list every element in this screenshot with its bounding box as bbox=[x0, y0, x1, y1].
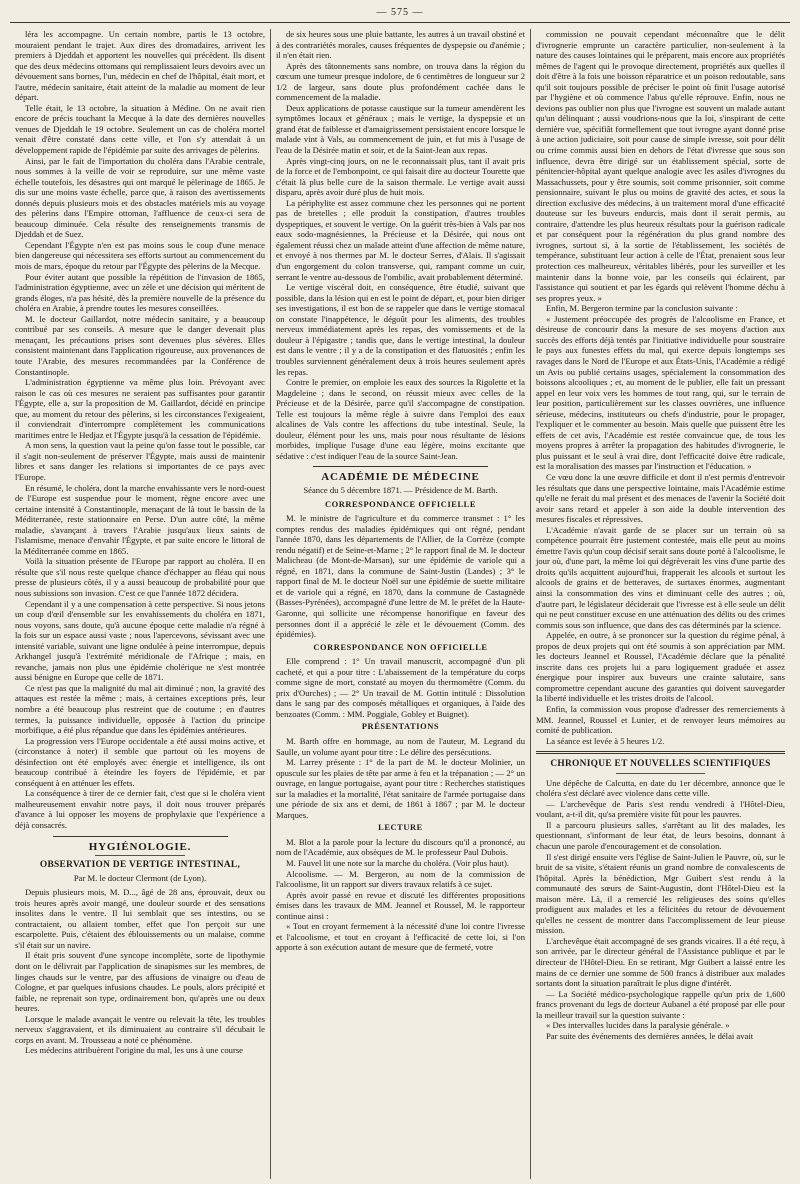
paragraph: « Tout en croyant fermement à la nécessité d'une loi contre l'ivresse et l'alcoolisme, et tout en croyant à l'efficacité de cette loi, si l'on apporte à son exécution autant de mesure que de fermeté, votre bbox=[276, 921, 525, 953]
section-divider bbox=[53, 836, 228, 837]
title-rule bbox=[95, 855, 185, 856]
column-3 bbox=[530, 29, 790, 1179]
alcoholism-report-continued bbox=[536, 29, 785, 746]
section-divider bbox=[313, 466, 487, 467]
paragraph: M. Barth offre en hommage, au nom de l'auteur, M. Legrand du Saulle, un volume ayant pour titre : Le délire des persécutions. bbox=[276, 736, 525, 757]
paragraph: M. Larrey présente : 1° de la part de M. le docteur Molinier, un opuscule sur les plaies de tête par arme à feu et la trépanation ; — 2° un ouvrage, en langue portugaise, ayant pour titre : Recherches statistiques sur la maladies et la mortalité, l'état sanitaire de l'armée portugaise dans une période de six ans et demi, de 1861 à 1867 ; par M. le docteur Marques. bbox=[276, 757, 525, 820]
cholera-article-continued bbox=[15, 29, 265, 831]
paragraph: Enfin, la commission vous propose d'adresser des remerciements à MM. Jeannel, Roussel et Lunier, et de renvoyer leurs mémoires au comité de publication. bbox=[536, 704, 785, 736]
paragraph: Il s'est dirigé ensuite vers l'église de Saint-Julien le Pauvre, où, sur le bruit de sa visite, s'étaient réunis un grand nombre de convalescents de l'hôpital. Après la bénédiction, Mgr Guibert s'est rendu à la communauté des sœurs de Saint-Augustin, dont l'Hôtel-Dieu est la maison mère. Là, il a remercié les religieuses des soins qu'elles prodiguent aux malades et les a félicitées du retour de dévouement qu'elles ne cessent de montrer dans l'accomplissement de leur pieuse mission. bbox=[536, 851, 785, 936]
paragraph: Cependant l'Égypte n'en est pas moins sous le coup d'une menace bien dangereuse qui nécessitera ses efforts surtout au commencement du mois de mars, époque du retour par l'Égypte des pèlerins de la Mecque. bbox=[15, 239, 265, 272]
article-title: OBSERVATION DE VERTIGE INTESTINAL, bbox=[39, 860, 241, 871]
paragraph: Enfin, M. Bergeron termine par la conclusion suivante : bbox=[546, 303, 738, 314]
paragraph: Ainsi, par le fait de l'importation du choléra dans l'Arabie centrale, nous sommes à la veille de voir se reproduire, sur une même vaste échelle toutefois, les désastres qui ont marqué le pèlerinage de 1865. Je dis sur une moins vaste échelle, parce que, à raison des avertissements donnés depuis plusieurs mois et des obstacles matériels mis au voyage des pèlerins dans l'Empire ottoman, l'affluence de ceux-ci sera de beaucoup diminuée. Cela résulte des renseignements transmis de Djeddah et de Suez. bbox=[15, 155, 265, 240]
paragraph: Lorsque le malade avançait le ventre ou relevait la tête, les troubles nerveux s'aggravaient, et ils diminuaient au contraire s'il décubait le corps en avant. M. Trousseau a noté ce phénomène. bbox=[15, 1013, 265, 1045]
paragraph: Depuis plusieurs mois, M. D..., âgé de 28 ans, éprouvait, deux ou trois heures après avoir mangé, une douleur sourde et des sensations insolites dans le ventre. Il lui semblait que ses intestins, ou se contractaient, ou allaient tomber, effet que l'on perçoit sur une escarpolette. Puis, c'étaient des éblouissements ou un malaise, comme s'il était sur un navire. bbox=[15, 887, 265, 950]
paragraph: La progression vers l'Europe occidentale a été aussi moins active, et (circonstance à noter) il semble que partout où les moyens de désinfection ont été employés avec énergie et intelligence, ils ont beaucoup contribué à éteindre les foyers de l'épidémie, et par conséquent à en atténuer les effets. bbox=[15, 735, 265, 788]
column-2 bbox=[270, 29, 530, 1179]
lecture-heading: LECTURE bbox=[378, 823, 423, 833]
paragraph: Le vertige viscéral doit, en conséquence, être étudié, suivant que possible, dans la lésion qui en est le point de départ, et, pour bien diriger ses investigations, il est bon de se rappeler que dans le vertige stomacal on constate l'inappétence, le dégoût pour les aliments, des troubles nerveux immédiatement après les repas, des vomissements et de la douleur à l'épigastre ; tandis que, dans le vertige intestinal, la douleur est dans le ventre ; il y a de la constipation et des flatuosités ; enfin les troubles surviennent généralement deux à trois heures seulement après les repas. bbox=[276, 282, 525, 377]
paragraph: « Des intervalles lucides dans la paralysie générale. » bbox=[546, 1020, 730, 1031]
paragraph: Par suite des événements des dernières années, le délai avait bbox=[546, 1030, 754, 1041]
section-divider bbox=[536, 751, 785, 754]
section-title-hygienologie: HYGIÉNOLOGIE. bbox=[88, 840, 192, 853]
paragraph: Il a parcouru plusieurs salles, s'arrêtant au lit des malades, les questionnant, s'informant de leur état, de leurs besoins, donnant à chacun une parole d'encouragement et de consolation. bbox=[536, 819, 785, 852]
academy-title: ACADÉMIE DE MÉDECINE bbox=[321, 471, 480, 484]
paragraph: commission ne pouvait cependant méconnaître que le délit d'ivrognerie emprunte un caractère particulier, non-seulement à la nature des causes lointaines qui le préparent, mais encore aux propriétés mêmes de l'agent qui le provoque directement, propriétés aux quelles il doit d'être à la fois une boisson réparatrice et un poison redoutable, sans qu'il soit toujours possible de préciser le point où finit l'usage autorisé par l'hygiène et où commence l'abus qu'elle réprouve. Enfin, nous ne devions pas oublier non plus que l'ivrogne est souvent un malade autant qu'un délinquant ; aussi voudrions-nous que la loi, s'inspirant de cette dernière vue, spécifiât formellement que tout ivrogne ayant donné prise à une action judiciaire, soit pour cause de simple ivresse, soit pour délit ou crime commis aussi bien en dehors de l'état d'ivresse que sous son influence, devra être dirigé sur un établissement spécial, sorte de pénitencier-hôpital ayant quelque analogie avec les asiles d'ivrognes du Massachussets, pour y être soumis, soit comme prisonnier, soit comme pensionnaire, suivant le plus ou moins de gravité des actes, et sous la direction exclusive des médecins, à un traitement moral d'une efficacité douteuse sur les buveurs endurcis, mais dont il serait permis, au contraire, d'attendre les plus heureux résultats pour la guérison radicale et par conséquent pour la régénération du plus grand nombre des ivrognes, surtout si, à la sortie de l'établissement, les sociétés de tempérance, substituant leur action à celle de l'État, prenaient sous leur protection ces malheureux, véritables libérés, pour les surveiller et les maintenir dans la bonne voie, par les conseils qui éclairent, par l'assistance qui soutient et par les égards qui relèvent l'homme déchu à ses propres yeux. » bbox=[536, 29, 785, 303]
paragraph: La séance est levée à 5 heures 1/2. bbox=[546, 735, 665, 746]
header-rule bbox=[10, 22, 790, 23]
paragraph: Les médecins attribuèrent l'origine du mal, les uns à une course bbox=[25, 1045, 243, 1056]
paragraph: — La Société médico-psychologique rappelle qu'un prix de 1,600 francs provenant du legs de docteur Aubanel a été proposé par elle pour la meilleur travail sur la question suivante : bbox=[536, 988, 785, 1020]
title-rule bbox=[616, 773, 706, 774]
columns bbox=[10, 29, 790, 1179]
page-number: — 575 — bbox=[376, 7, 424, 18]
nonofficial-correspondence-heading: CORRESPONDANCE NON OFFICIELLE bbox=[313, 642, 488, 652]
paragraph: Elle comprend : 1° Un travail manuscrit, accompagné d'un pli cacheté, et qui a pour titre : L'abaissement de la température du corps comme signe de mort, constaté au moyen du thermomètre (Comm. du prix d'Ourches) ; — 2° Un travail de M. Gottin intitulé : Dissolution dans le sang par des composés métalliques et organiques, à l'aide des benzoates (Comm. : MM. Poggiale, Gobley et Buignet). bbox=[276, 656, 525, 719]
presentations-heading: PRÉSENTATIONS bbox=[361, 722, 440, 732]
chronicle-title: CHRONIQUE ET NOUVELLES SCIENTIFIQUES bbox=[550, 759, 771, 770]
paragraph: La périphylite est assez commune chez les personnes qui ne portent pas de bretelles ; elle produit la constipation, d'autres troubles dyspeptiques, et souvent le vertige. On la guérit très-bien à Vals par nos eaux sodo-magnésiennes, la Précieuse et la Désirée, qui nous ont également réussi chez un malade atteint d'une affection de même nature, et envoyé à nos thermes par M. le docteur Serres, d'Alais. Il s'agissait d'un engorgement du colon transverse, qui, rampant comme un cuir, serrant le ventre au-dessous de l'ombilic, avait probablement déterminé. bbox=[276, 197, 525, 282]
official-correspondence-heading: CORRESPONDANCE OFFICIELLE bbox=[324, 499, 477, 509]
paragraph: Une dépêche de Calcutta, en date du 1er décembre, annonce que le choléra s'est déclaré avec violence dans cette ville. bbox=[536, 777, 785, 799]
chronicle-news bbox=[536, 778, 785, 1042]
article-author: Par M. le docteur Clermont (de Lyon). bbox=[73, 872, 207, 883]
paragraph: « Justement préoccupée des progrès de l'alcoolisme en France, et désireuse de concourir dans la mesure de ses moyens d'action aux succès des efforts déjà tentés par l'initiative individuelle pour soustraire le pays aux funestes effets du mal, qui exerce depuis longtemps ses ravages dans le Nord de l'Europe et aux États-Unis, l'Académie a rédigé un Avis ou publié certains usages, spécialement la consommation des boissons alcooliques ; et, au moment de le publier, elle fait un pressant appel en leur voix vers les hommes de tout rang, qui, sur le terrain de leur position, particulièrement sur les classes ouvrières, une influence sérieuse, médecins, instituteurs ou chefs d'industrie, pour le propager, l'expliquer et le commenter au besoin. Mais quelle que puissent être les effets de cet avis, l'Académie est restée convaincue que, de tous les moyens propres à arrêter la propagation des habitudes d'ivrognerie, le plus puissant et le seul à vrai dire, dont l'efficacité doive être radicale, est la moralisation des masses par l'instruction et l'éducation. » bbox=[536, 313, 785, 472]
session-line: Séance du 5 décembre 1871. — Présidence de M. Barth. bbox=[303, 484, 498, 495]
paragraph: Deux applications de potasse caustique sur la tumeur amendèrent les symptômes locaux et généraux ; mais le vertige, la dyspepsie et un grand état de faiblesse et d'amaigrissement persistaient encore lorsque le malade vint à Vals, au commencement de juin, et fut mis à l'usage de l'eau de la Désirée matin et soir, et de la Saint-Jean aux repas. bbox=[276, 102, 526, 156]
column-1 bbox=[10, 29, 270, 1179]
paragraph: Il était pris souvent d'une syncope incomplète, sorte de lipothymie dont on le délivrait par l'application de sinapismes sur les membres, de linges chauds sur le ventre, par des affusions de vinaigre ou d'eau de Cologne, et par quelques infusions chaudes. Le pouls, alors précipité et faible, ne reprenait son type, ordinairement bon, qu'après une ou deux heures. bbox=[15, 950, 265, 1014]
paragraph: M. le ministre de l'agriculture et du commerce transmet : 1° les comptes rendus des maladies épidémiques qui ont régné, pendant l'année 1870, dans les départements de l'Allier, de la Corrèze (compte rendu négatif) et de Seine-et-Marne ; 2° le rapport final de M. le docteur Malicheau (de Mont-de-Marsan), sur une épidémie de variole qui a régné, en 1871, dans la commune de Saint-Justin (Landes) ; 3° le rapport final de M. le docteur Noël sur une épidémie de suette militaire et de variole qui a régné, en 1870, dans la commune de Castagnède (Basses-Pyrénées), accompagné d'une lettre de M. le préfet de la Haute-Garonne, qui sollicite une récompense honorifique en faveur des personnes dont il a apprécié le zèle et le dévouement (Comm. des épidémies). bbox=[276, 513, 525, 640]
paragraph: Voilà la situation présente de l'Europe par rapport au choléra. Il en résulte que s'il nous reste quelque chance d'échapper au fléau qui nous presse de plusieurs côtés, il y a aussi beaucoup de probabilité pour que nous subissions son invasion. C'est ce que l'année 1872 décidera. bbox=[15, 556, 265, 598]
paragraph: Pour éviter autant que possible la répétition de l'invasion de 1865, l'administration égyptienne, avec un zèle et une décision qui méritent de grands éloges, n'a pas hésité, dès la première nouvelle de la présence du choléra en Arabie, à prendre toutes les mesures conseillées. bbox=[15, 271, 265, 314]
paragraph: Appelée, en outre, à se prononcer sur la question du régime pénal, à propos de deux projets qui ont été soumis à son appréciation par MM. les docteurs Jeannel et Roussel, l'Académie déclare que la pénalité inscrite dans ces projets lui a paru logiquement graduée et assez énergique pour inspirer aux buveurs une crainte salutaire, sans compromettre cependant aucune des garanties qui doivent sauvegarder la liberté individuelle et les tristes droits de l'alcool. bbox=[536, 630, 785, 704]
paragraph: En résumé, le choléra, dont la marche envahissante vers le nord-ouest de l'Europe est suspendue pour le moment, règne encore avec une certaine intensité à Constantinople, menaçant de là tout le bassin de la Méditerranée, reste stationnaire en Perse. D'un autre côté, la même maladie, s'avançant à travers l'Arabie jusqu'aux lieux saints de l'islamisme, menace d'envahir l'Égypte, et par suite encore le littoral de la Méditerranée comme en 1865. bbox=[15, 482, 265, 556]
paragraph: M. Fauvel lit une note sur la marche du choléra. (Voir plus haut). bbox=[286, 858, 509, 869]
paragraph: La conséquence à tirer de ce dernier fait, c'est que si le choléra vient malheureusement envahir notre pays, il doit nous trouver préparés d'avance à lui opposer les moyens de prophylaxie que l'expérience a déjà consacrés. bbox=[15, 788, 265, 831]
paragraph: Alcoolisme. — M. Bergeron, au nom de la commission de l'alcoolisme, lit un rapport sur divers travaux relatifs à ce sujet. bbox=[276, 868, 525, 890]
paragraph: léra les accompagne. Un certain nombre, partis le 13 octobre, mouraient pendant le trajet. Aux dires des dromadaires, arrivent les premiers à Djeddah et apportent les nouvelles qui précèdent. Ils disent que des deux médecins ottomans qui remplissaient leurs devoirs avec un dévouement sans bornes, l'un, médecin en chef de l'hôpital, était mort, et l'autre, médecin sanitaire, était atteint de la maladie au moment de leur départ. bbox=[15, 29, 265, 103]
paragraph: M. le docteur Gaillardot, notre médecin sanitaire, y a beaucoup contribué par ses conseils. A mesure que le danger devenait plus menaçant, les précautions prises sont devenues plus sévères. Elles consistent maintenant dans l'application rigoureuse, aux provenances de toute l'Arabie, des mesures recommandées par la Conférence de Constantinople. bbox=[15, 313, 265, 377]
paragraph: L'archevêque était accompagné de ses grands vicaires. Il a été reçu, à son arrivée, par le directeur général de l'Assistance publique et par le directeur de l'Hôtel-Dieu. En se retirant, Mgr Guibert a laissé entre les mains de ce dernier une somme de 500 francs à distribuer aux malades sortants dont la situation paraîtrait le plus digne d'intérêt. bbox=[536, 935, 785, 989]
paragraph: Contre le premier, on emploie les eaux des sources la Rigolette et la Magdeleine ; dans le second, on réussit mieux avec celles de la Précieuse et de la Désirée, parce qu'il s'accompagne de constipation. Telle est toujours la même règle à suivre dans l'emploi des eaux alcalines de Vals contre les affections du tube intestinal. Seule, la douleur, élément pour les uns, mais pour nous résultante de lésions morbides, implique l'usage d'une eau légère, moins excitante que sédative : c'est indiquer l'eau de la source Saint-Jean. bbox=[276, 377, 525, 461]
paragraph: Ce vœu donc la une œuvre difficile et dont il n'est permis d'entrevoir les résultats que dans une perspective lointaine, mais l'Académie estime qu'elle ne ferait du mal présent et des menaces de l'avenir la Société doit avoir sans retard et appeler à son aide la double intervention des mesures fiscales et répressives. bbox=[536, 471, 785, 525]
paragraph: de six heures sous une pluie battante, les autres à un travail obstiné et à des contrariétés morales, causes fréquentes de dyspepsie ou d'anémie ; il n'en était rien. bbox=[276, 29, 525, 61]
paragraph: A mon sens, la question vaut la peine qu'on fasse tout le possible, car il s'agit non-seulement de préserver l'Égypte, mais aussi de maintenir libres et sans danger les relations si importantes de ce pays avec l'Europe. bbox=[15, 440, 265, 482]
paragraph: — L'archevêque de Paris s'est rendu vendredi à l'Hôtel-Dieu, voulant, a-t-il dit, qu'sa première visite fût pour les pauvres. bbox=[536, 798, 785, 820]
paragraph: Ce n'est pas que la malignité du mal ait diminué ; non, la gravité des attaques est restée la même ; mais, à certaines exceptions près, leur nombre a été beaucoup plus restreint que de coutume ; en d'autres termes, la puissance individuelle, opposée à l'action du principe morbifique, a été plus répandue que dans les épidémies antérieures. bbox=[15, 682, 265, 736]
paragraph: Après avoir passé en revue et discuté les différentes propositions émises dans les travaux de MM. Jeannel et Roussel, M. le rapporteur continue ainsi : bbox=[276, 889, 525, 921]
paragraph: Telle était, le 13 octobre, la situation à Médine. On ne avait rien encore de précis touchant la Mecque à la date des dernières nouvelles venues de Djeddah le 19 octobre. Seulement un cas de choléra mortel venait d'être constaté dans cette ville, et l'on s'y attendait à un développement rapide de l'épidémie par suite des arrivages de pèlerins. bbox=[15, 102, 265, 156]
paragraph: L'administration égyptienne va même plus loin. Prévoyant avec raison le cas où ces mesures ne seraient pas suffisantes pour garantir l'Égypte, elle a, sur la proposition de M. Gaillardot, décidé en principe que, au moment du retour des pèlerins, si les circonstances l'exigeaient, il conviendrait d'interrompre complètement les communications maritimes entre le Hedjaz et l'Égypte jusqu'à la cessation de l'épidémie. bbox=[15, 377, 265, 440]
paragraph: M. Blot a la parole pour la lecture du discours qu'il a prononcé, au nom de l'Académie, aux obsèques de M. le professeur Paul Dubois. bbox=[276, 836, 525, 858]
paragraph: Après vingt-cinq jours, on ne le reconnaissait plus, tant il avait pris de la force et de l'embonpoint, ce qui faisait dire au docteur Tourette que c'était là plus belle cure de la saison thermale. Le vertige avait aussi disparu, après avoir duré plus de huit mois. bbox=[276, 155, 525, 198]
paragraph: Cependant il y a une compensation à cette perspective. Si nous jetons un coup d'œil d'ensemble sur les envahissements du choléra en 1871, nous voyons, sans doute, qu'à aucune époque cette maladie n'a régné à la fois sur un espace aussi vaste ; nous l'apercevons, sévissant avec une intensité variable, suivant une ligne ondulée à peine interrompue, depuis Arkhangel jusqu'à l'extrémité méridionale de l'Afrique ; mais, en revanche, jamais non plus une épidémie cholérique ne s'est montrée aussi bénigne en Europe que celle de 1871. bbox=[15, 598, 265, 683]
paragraph: Après des tâtonnements sans nombre, on trouva dans la région du cœcum une tumeur presque indolore, de 6 centimètres de longueur sur 2 1/2 de largeur, sans doute plus profondément cachée dans le commencement de la maladie. bbox=[276, 60, 525, 103]
vertige-article bbox=[15, 887, 265, 1056]
vertige-article-continued bbox=[276, 29, 525, 461]
paragraph: L'Académie n'avait garde de se placer sur un terrain où sa compétence pourrait être justement contestée, mais elle peut au moins émettre l'avis qu'un coup décisif serait sans doute porté à l'alcoolisme, le jour où, d'une part, la même loi qui dégrèverait les vins d'une partie des droits qu'ils acquittent aujourd'hui, frapperait les alcools et surtout les alcools de grains et de betteraves, de surtaxes énormes, augmentant ainsi la consommation des vins et diminuant celle des autres ; où, d'autre part, le législateur déciderait que l'ivresse est à elle seule un délit qui ne peut constituer excuse en une atténuation des délits ou des crimes commis sous son influence, que dans des cas déterminés par la science. bbox=[536, 524, 786, 630]
